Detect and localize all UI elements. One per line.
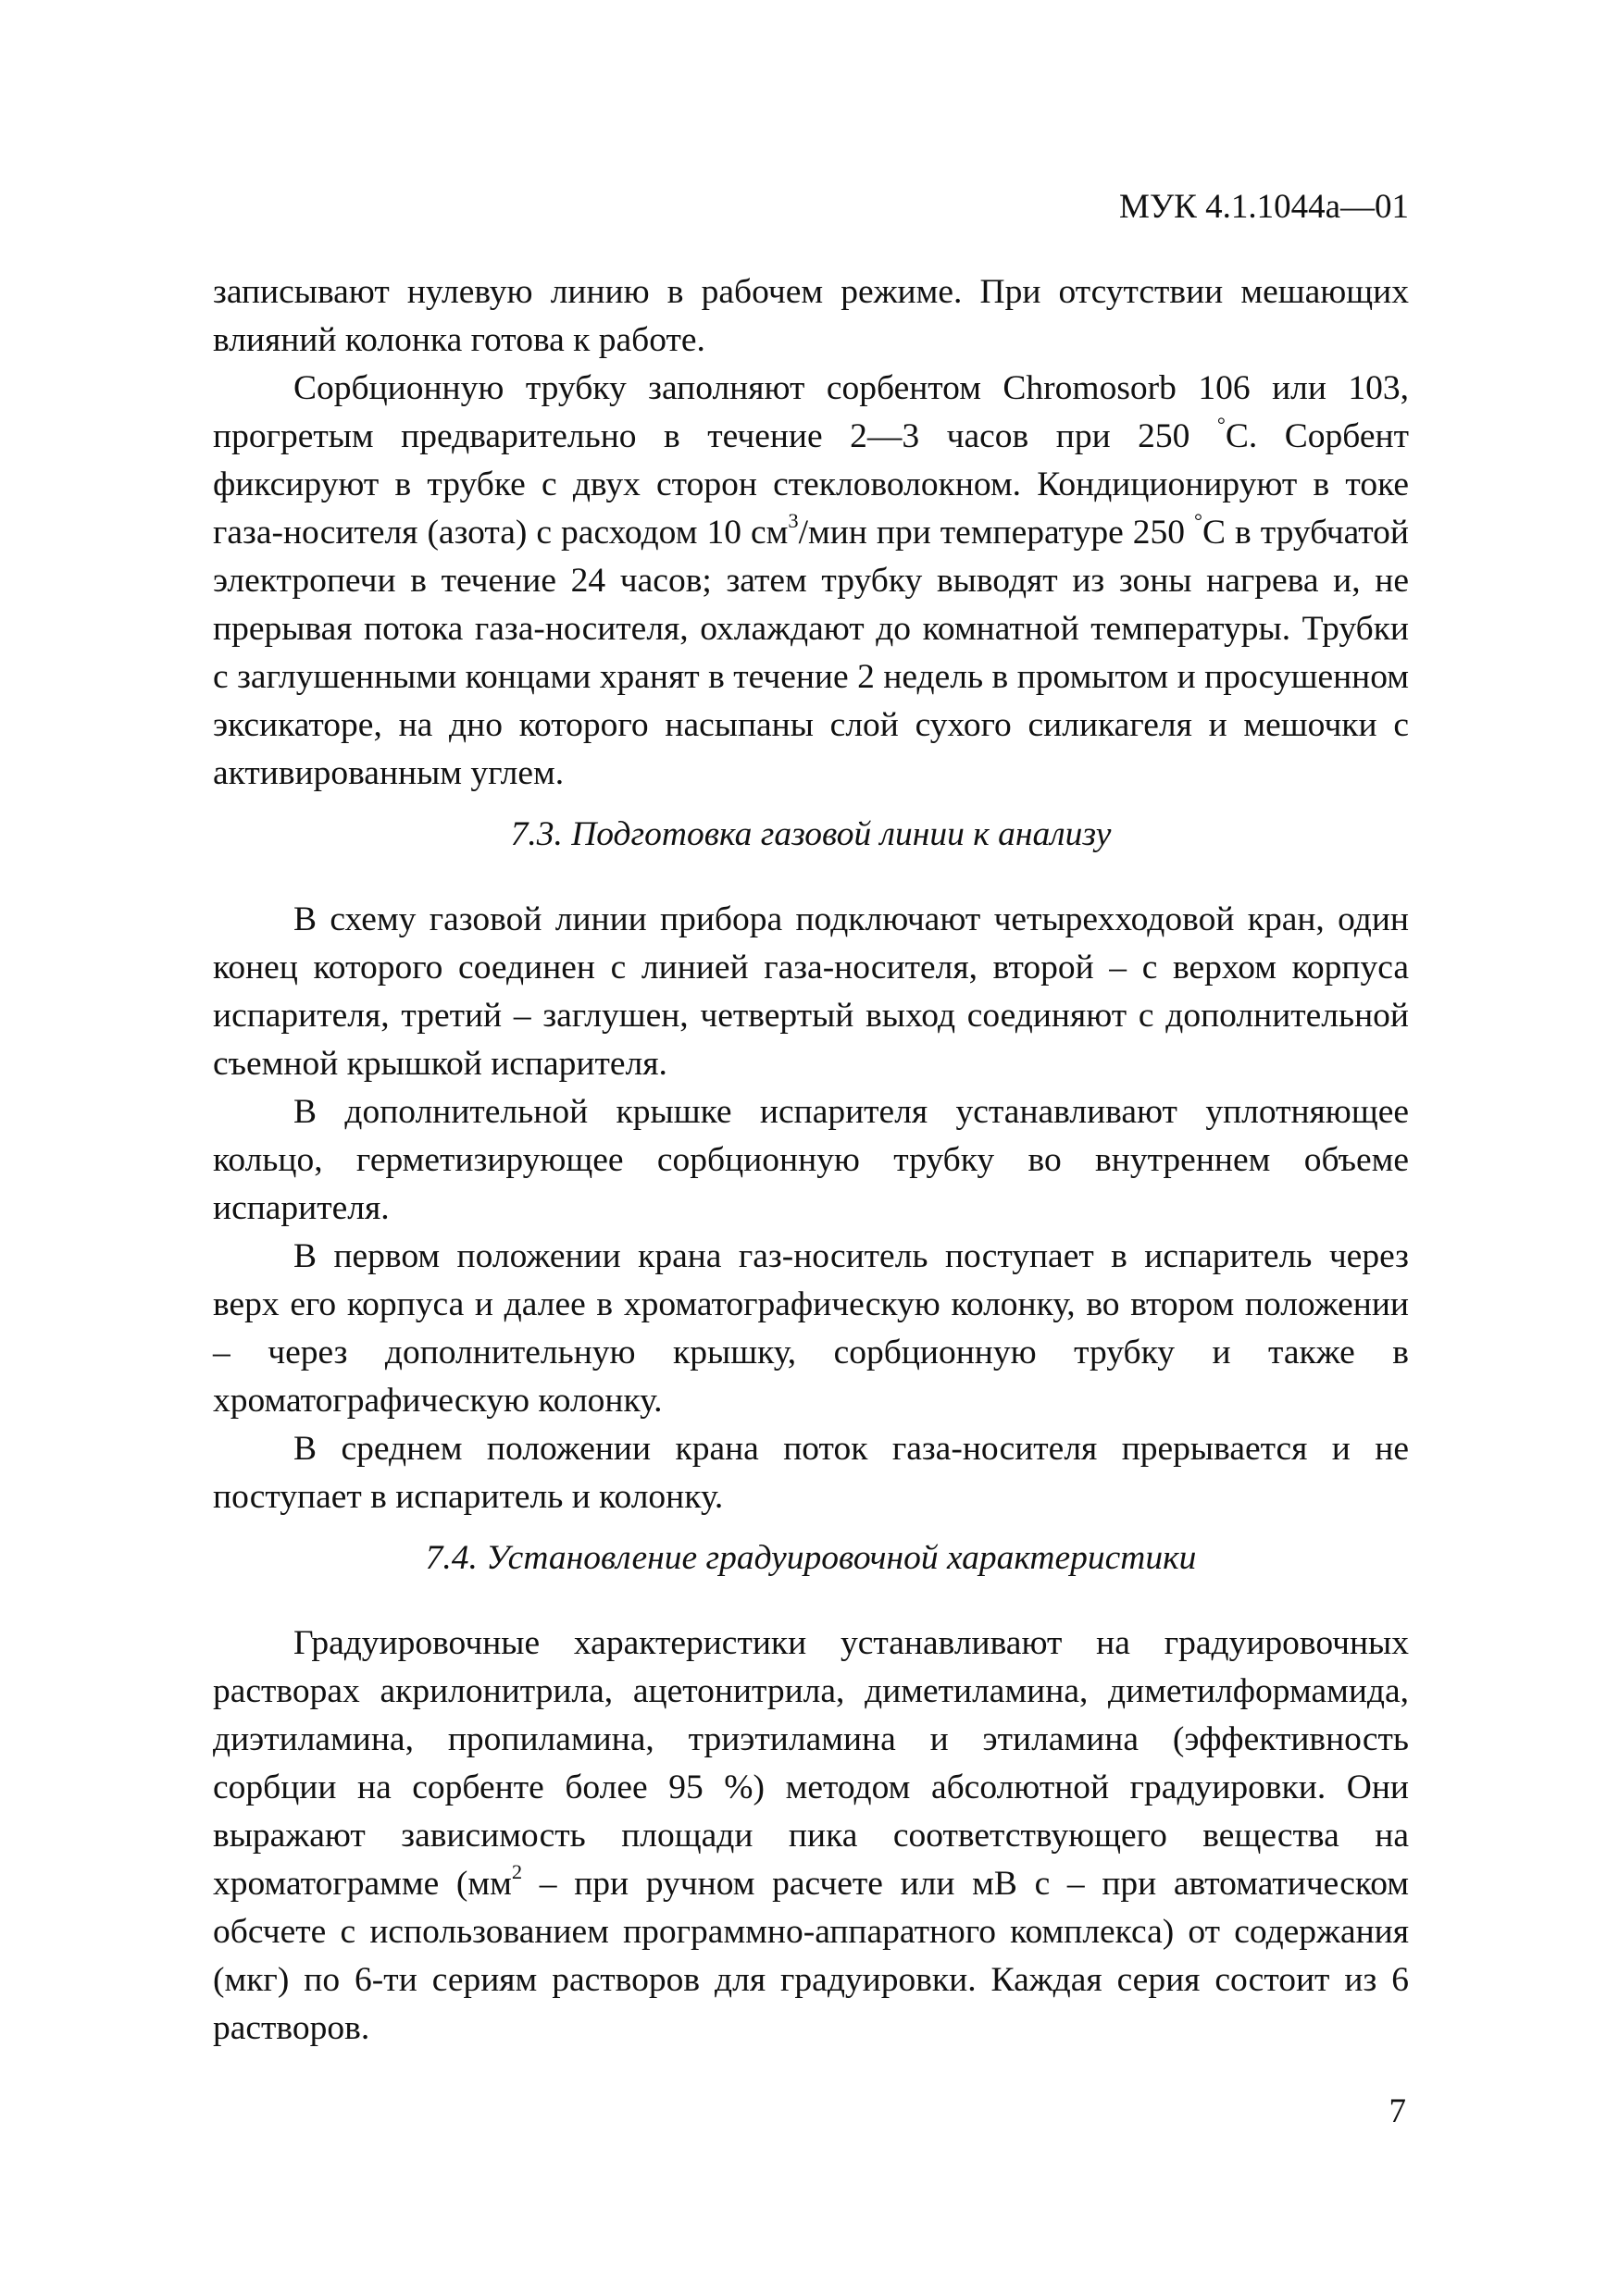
degree-superscript: ° xyxy=(1194,509,1202,533)
document-code-header: МУК 4.1.1044а—01 xyxy=(1119,188,1409,226)
paragraph: В первом положении крана газ-носитель поступает в испаритель через верх его корпуса и далее в хроматографическую колонку, во втором положении – через дополнительную крышку, сорбционную трубку и также в хроматографическую колонку. xyxy=(213,1237,1409,1420)
paragraph xyxy=(213,365,1409,798)
paragraph: записывают нулевую линию в рабочем режиме. При отсутствии мешающих влияний колонка готова к работе. xyxy=(213,273,1409,359)
exponent-superscript: 2 xyxy=(511,1860,523,1884)
paragraph-text: /мин при температуре 250 xyxy=(798,514,1194,552)
section-heading: 7.4. Установление градуировочной характеристики xyxy=(425,1539,1197,1577)
paragraph xyxy=(213,1620,1409,2053)
paragraph: В среднем положении крана поток газа-носителя прерывается и не поступает в испаритель и колонку. xyxy=(213,1430,1409,1516)
section-heading: 7.3. Подготовка газовой линии к анализу xyxy=(510,815,1112,853)
paragraph: В дополнительной крышке испарителя устанавливают уплотняющее кольцо, герметизирующее сорбционную трубку во внутреннем объеме испарителя. xyxy=(213,1093,1409,1227)
page-number: 7 xyxy=(1389,2092,1406,2130)
paragraph-text: Градуировочные характеристики устанавливают на градуировочных растворах акрилонитрила, ацетонитрила, диметиламина, диметилформамида, диэтиламина, пропиламина, триэтиламина и этиламина (эффективность сорбции на сорбенте более 95 %) методом абсолютной градуировки. Они выражают зависимость площади пика соответствующего вещества на хроматограмме (мм xyxy=(213,1624,1409,1903)
paragraph-text: С. Сорбент фиксируют в трубке с двух сторон стекловолокном. Кондиционируют в токе газа-носителя (азота) с расходом 10 см xyxy=(213,417,1409,552)
paragraph-text: – при ручном расчете или мВ с – при автоматическом обсчете с использованием программно-аппаратного комплекса) от содержания (мкг) по 6-ти сериям растворов для градуировки. Каждая серия состоит из 6 растворов. xyxy=(213,1865,1409,2047)
paragraph: В схему газовой линии прибора подключают четырехходовой кран, один конец которого соединен с линией газа-носителя, второй – с верхом корпуса испарителя, третий – заглушен, четвертый выход соединяют с дополнительной съемной крышкой испарителя. xyxy=(213,900,1409,1083)
degree-superscript: ° xyxy=(1216,413,1226,437)
paragraph-text: Сорбционную трубку заполняют сорбентом Chromosorb 106 или 103, прогретым предварительно в течение 2—3 часов при 250 xyxy=(213,369,1409,455)
page-body xyxy=(213,268,1409,2053)
exponent-superscript: 3 xyxy=(788,509,799,533)
paragraph-text: С в трубчатой электропечи в течение 24 часов; затем трубку выводят из зоны нагрева и, не прерывая потока газа-носителя, охлаждают до комнатной температуры. Трубки с заглушенными концами хранят в течение 2 недель в промытом и просушенном эксикаторе, на дно которого насыпаны слой сухого силикагеля и мешочки с активированным углем. xyxy=(213,514,1409,792)
